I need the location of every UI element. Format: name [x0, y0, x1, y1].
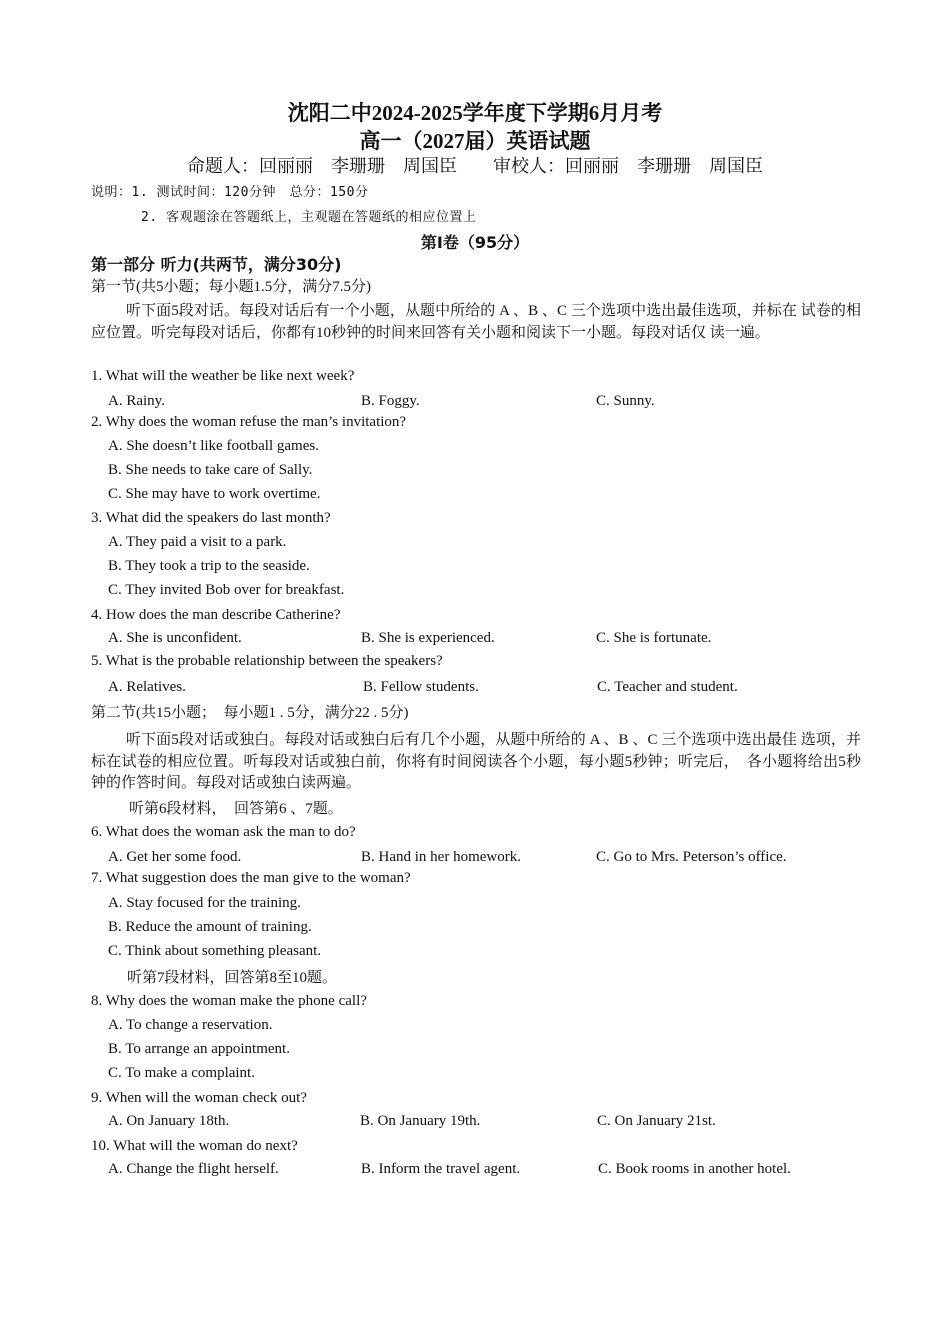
section1-instructions: 听下面5段对话。每段对话后有一个小题，从题中所给的 A 、B 、C 三个选项中选出最佳选项，并标在 试卷的相应位置。听完每段对话后，你都有10秒钟的时间来回答有关小题和阅读下一小题。每段对话仅 读一遍。	[91, 303, 861, 341]
question-1-option-a: A. Rainy.	[108, 393, 165, 409]
question-10-option-b: B. Inform the travel agent.	[361, 1161, 521, 1177]
question-2-stem: 2. Why does the woman refuse the man’s invitation?	[91, 414, 407, 430]
question-7-option-b: B. Reduce the amount of training.	[108, 919, 312, 935]
question-3-option-c: C. They invited Bob over for breakfast.	[108, 582, 345, 598]
question-9-option-a: A. On January 18th.	[108, 1113, 230, 1129]
question-7-option-c: C. Think about something pleasant.	[108, 943, 322, 959]
exam-subtitle: 高一（2027届）英语试题	[359, 129, 591, 153]
question-7-option-a: A. Stay focused for the training.	[108, 895, 301, 911]
question-2-option-a: A. She doesn’t like football games.	[108, 438, 319, 454]
question-10-stem: 10. What will the woman do next?	[91, 1138, 298, 1154]
note-1: 说明：1. 测试时间：120分钟 总分：150分	[91, 185, 369, 200]
question-5-option-c: C. Teacher and student.	[597, 679, 738, 695]
section2-instructions: 听下面5段对话或独白。每段对话或独白后有几个小题，从题中所给的 A 、B 、C 三个选项中选出最佳 选项，并标在试卷的相应位置。听每段对话或独白前，你将有时间阅读各个小题，每小题5秒钟；听完后， 各小题将给出5秒钟的作答时间。每段对话或独白读两遍。	[91, 732, 861, 791]
note-2: 2. 客观题涂在答题纸上，主观题在答题纸的相应位置上	[141, 210, 477, 225]
question-5-option-a: A. Relatives.	[108, 679, 186, 695]
question-1-stem: 1. What will the weather be like next week?	[91, 368, 355, 384]
question-9-stem: 9. When will the woman check out?	[91, 1090, 307, 1106]
question-2-option-b: B. She needs to take care of Sally.	[108, 462, 313, 478]
section1-title: 第一节(共5小题；每小题1.5分，满分7.5分)	[91, 279, 371, 295]
question-4-stem: 4. How does the man describe Catherine?	[91, 607, 341, 623]
question-5-option-b: B. Fellow students.	[363, 679, 479, 695]
question-8-option-b: B. To arrange an appointment.	[108, 1041, 290, 1057]
material-7-instruction: 听第7段材料，回答第8至10题。	[127, 970, 338, 986]
material-6-instruction: 听第6段材料， 回答第6 、7题。	[129, 801, 343, 817]
question-10-option-c: C. Book rooms in another hotel.	[598, 1161, 791, 1177]
part1-title: 第一部分 听力(共两节，满分30分)	[91, 255, 342, 274]
question-8-option-c: C. To make a complaint.	[108, 1065, 255, 1081]
question-3-option-b: B. They took a trip to the seaside.	[108, 558, 310, 574]
question-8-option-a: A. To change a reservation.	[108, 1017, 273, 1033]
exam-title: 沈阳二中2024-2025学年度下学期6月月考	[287, 101, 663, 125]
question-6-option-c: C. Go to Mrs. Peterson’s office.	[596, 849, 787, 865]
question-3-stem: 3. What did the speakers do last month?	[91, 510, 331, 526]
question-6-stem: 6. What does the woman ask the man to do?	[91, 824, 356, 840]
question-6-option-b: B. Hand in her homework.	[361, 849, 521, 865]
question-6-option-a: A. Get her some food.	[108, 849, 242, 865]
question-8-stem: 8. Why does the woman make the phone call?	[91, 993, 367, 1009]
question-5-stem: 5. What is the probable relationship between the speakers?	[91, 653, 443, 669]
question-2-option-c: C. She may have to work overtime.	[108, 486, 321, 502]
question-4-option-a: A. She is unconfident.	[108, 630, 242, 646]
question-1-option-b: B. Foggy.	[361, 393, 420, 409]
question-1-option-c: C. Sunny.	[596, 393, 655, 409]
question-4-option-c: C. She is fortunate.	[596, 630, 712, 646]
section2-title: 第二节(共15小题； 每小题1 . 5分，满分22 . 5分)	[91, 705, 409, 721]
question-4-option-b: B. She is experienced.	[361, 630, 495, 646]
question-10-option-a: A. Change the flight herself.	[108, 1161, 279, 1177]
volume-title: 第Ⅰ卷（95分）	[420, 233, 530, 252]
question-9-option-c: C. On January 21st.	[597, 1113, 716, 1129]
question-7-stem: 7. What suggestion does the man give to the woman?	[91, 870, 411, 886]
authors-line: 命题人：回丽丽 李珊珊 周国臣 审校人：回丽丽 李珊珊 周国臣	[187, 156, 763, 176]
question-9-option-b: B. On January 19th.	[360, 1113, 481, 1129]
question-3-option-a: A. They paid a visit to a park.	[108, 534, 287, 550]
